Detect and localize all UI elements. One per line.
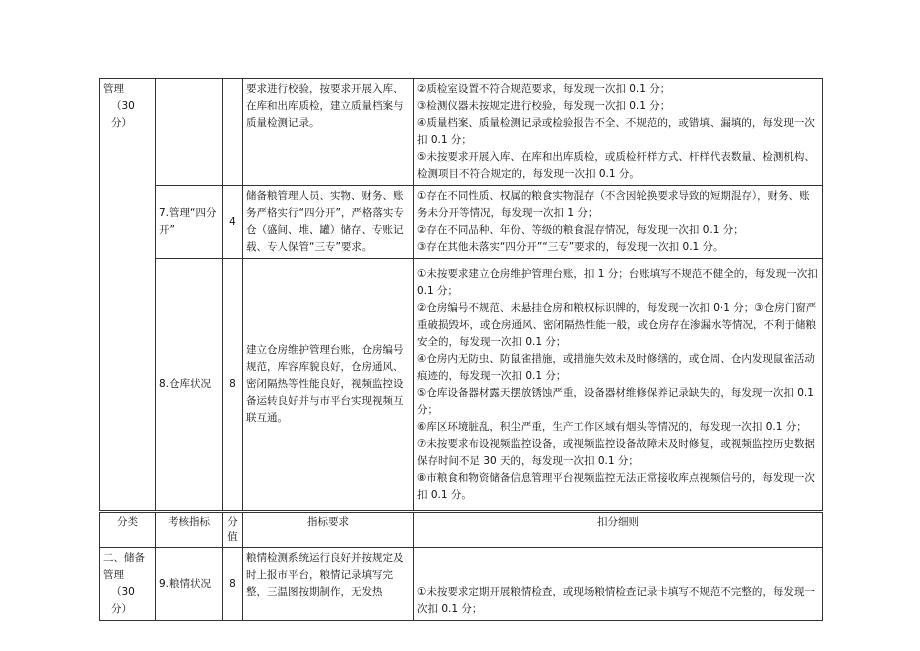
deduction-item: ①存在不同性质、权属的粮食实物混存（不含因轮换要求导致的短期混存），财务、账务未分开等情况，每发现一次扣 1 分； (417, 190, 810, 219)
requirement-cell: 建立仓房维护管理台账，仓房编号规范，库容库貌良好，仓房通风、密闭隔热等性能良好，视频监控设备运转良好并与市平台实现视频互联互通。 (243, 259, 414, 511)
deduction-item: ③检测仪器未按规定进行校验，每发现一次扣 0.1 分； (417, 100, 671, 112)
table-row (100, 186, 823, 259)
deduction-item: ④仓房内无防虫、防鼠雀措施，或措施失效未及时修缮的，或仓周、仓内发现鼠雀活动痕迹的，每发现一次扣 0.1 分； (417, 352, 815, 382)
header-deduction: 扣分细则 (414, 513, 823, 548)
assessment-table (99, 512, 823, 621)
header-requirement: 指标要求 (243, 513, 414, 548)
score-cell: 8 (223, 548, 243, 621)
deduction-cell (414, 79, 823, 186)
deduction-item: ④质量档案、质量检测记录或检验报告不全、不规范的，或错填、漏填的，每发现一次扣 0.1 分； (417, 117, 815, 146)
deduction-cell (414, 259, 823, 511)
indicator-cell: 7.管理“四分开” (156, 186, 223, 259)
table-row (100, 548, 823, 621)
deduction-cell: ①未按要求定期开展粮情检查，或现场粮情检查记录卡填写不规范不完整的，每发现一次扣 0.1 分； (414, 548, 823, 621)
deduction-item: ⑤仓库设备器材露天摆放锈蚀严重，设备器材维修保养记录缺失的，每发现一次扣 0.1 分； (417, 386, 814, 416)
assessment-table-continued (99, 78, 823, 511)
deduction-item: ②质检室设置不符合规范要求，每发现一次扣 0.1 分； (417, 83, 671, 95)
indicator-cell: 9.粮情状况 (156, 548, 223, 621)
table-row (100, 259, 823, 511)
score-cell: 4 (223, 186, 243, 259)
deduction-item: ②存在不同品种、年份、等级的粮食混存情况，每发现一次扣 0.1 分； (417, 224, 744, 236)
deduction-item: ③存在其他未落实“四分开”“三专”要求的，每发现一次扣 0.1 分。 (417, 241, 724, 253)
deduction-item: ②仓房编号不规范、未悬挂仓房和粮权标识牌的，每发现一次扣 0·1 分；③仓房门窗严重破损毁坏，或仓房通风、密闭隔热性能一般，或仓房存在渗漏水等情况，不利于储粮安全的，每发现一次扣 0.1 分； (417, 301, 817, 348)
header-indicator: 考核指标 (156, 513, 223, 548)
category-cell (100, 548, 156, 621)
score-cell: 8 (223, 259, 243, 511)
deduction-item: ①未按要求建立仓房维护管理台账，扣 1 分；台账填写不规范不健全的，每发现一次扣 0.1 分； (417, 267, 818, 297)
table-row (100, 79, 823, 186)
deduction-item: ⑦未按要求布设视频监控设备，或视频监控设备故障未及时修复，或视频监控历史数据保存时间不足 30 天的，每发现一次扣 0.1 分； (417, 437, 815, 467)
requirement-cell: 储备粮管理人员、实物、财务、账务严格实行“四分开”，严格落实专仓（盛间、堆、罐）储存、专账记载、专人保管“三专”要求。 (243, 186, 414, 259)
category-line: 二、储备管理 (103, 552, 145, 581)
header-score: 分值 (223, 513, 243, 548)
deduction-cell (414, 186, 823, 259)
category-line: （30 分） (111, 100, 135, 129)
header-category: 分类 (100, 513, 156, 548)
indicator-cell (156, 79, 223, 186)
requirement-cell: 粮情检测系统运行良好并按规定及时上报市平台，粮情记录填写完整，三温图按期制作，无发热 (243, 548, 414, 621)
requirement-cell: 要求进行校验，按要求开展入库、在库和出库质检，建立质量档案与质量检测记录。 (243, 79, 414, 186)
category-line: （30 分） (111, 586, 135, 615)
table-header-row (100, 513, 823, 548)
deduction-item: ⑤未按要求开展入库、在库和出库质检，或质检杆样方式、杆样代表数量、检测机构、检测项目不符合规定的，每发现一次扣 0.1 分。 (417, 151, 815, 180)
category-cell (100, 79, 156, 511)
score-cell (223, 79, 243, 186)
indicator-cell: 8.仓库状况 (156, 259, 223, 511)
category-line: 管理 (103, 83, 124, 95)
deduction-item: ⑧市粮食和物资储备信息管理平台视频监控无法正常接收库点视频信号的，每发现一次扣 0.1 分。 (417, 471, 815, 501)
deduction-item: ⑥库区环境脏乱，积尘严重，生产工作区域有烟头等情况的，每发现一次扣 0.1 分； (417, 420, 807, 433)
